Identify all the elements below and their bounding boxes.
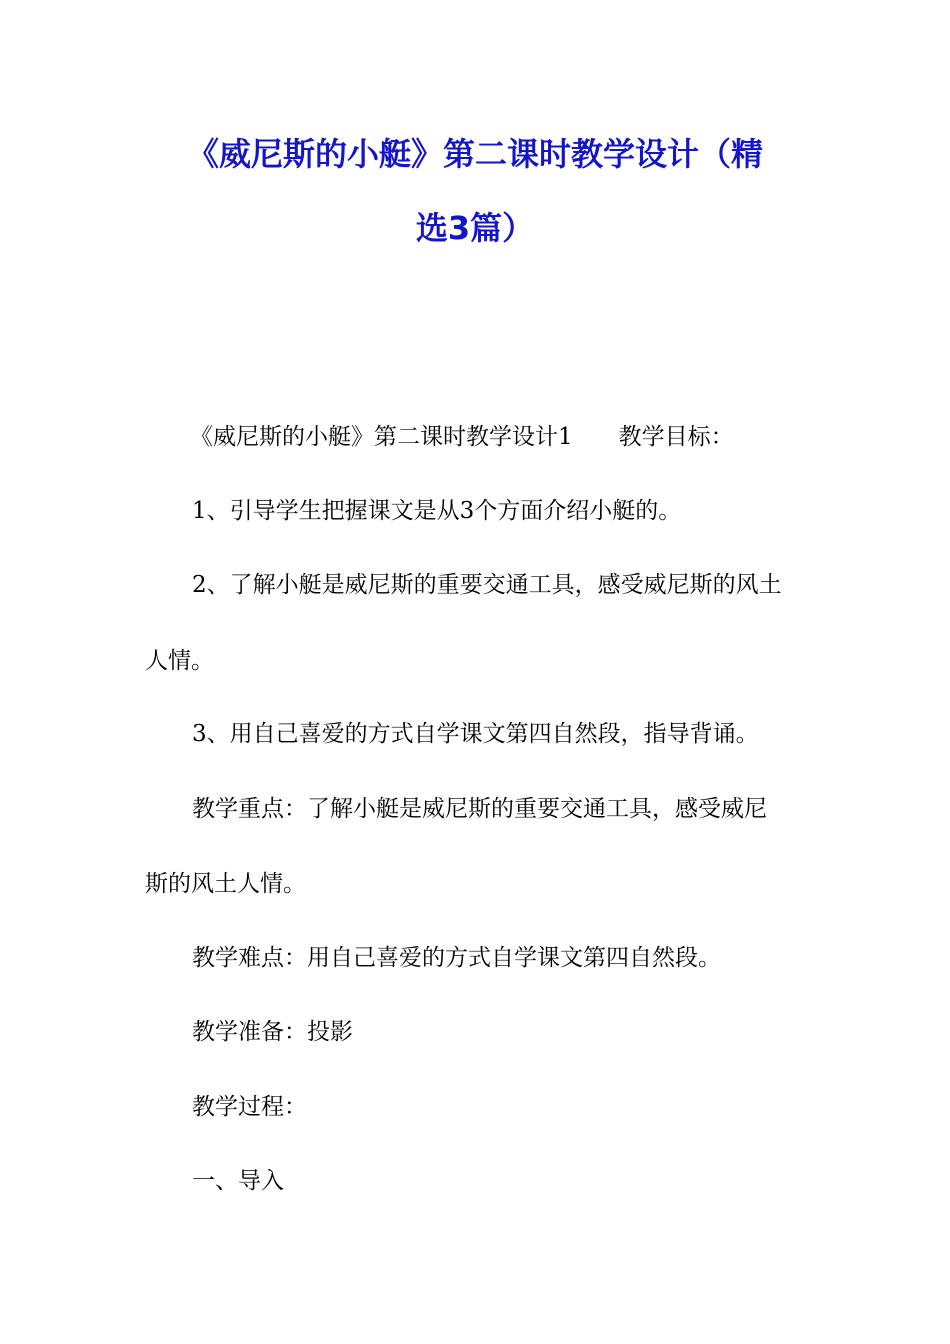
section-heading: 《威尼斯的小艇》第二课时教学设计1 教学目标：	[190, 424, 734, 450]
goal-2-line-2: 人情。	[145, 648, 214, 674]
document-title-line-2: 选3篇）	[415, 209, 535, 247]
teaching-focus-line-2: 斯的风土人情。	[145, 871, 306, 897]
document-title-line-1: 《威尼斯的小艇》第二课时教学设计（精	[186, 135, 763, 173]
teaching-focus-line-1: 教学重点：了解小艇是威尼斯的重要交通工具，感受威尼	[192, 796, 767, 822]
goal-1: 1、引导学生把握课文是从3个方面介绍小艇的。	[192, 498, 682, 524]
goal-3: 3、用自己喜爱的方式自学课文第四自然段，指导背诵。	[192, 721, 759, 747]
teaching-preparation: 教学准备：投影	[192, 1019, 353, 1045]
step-1-introduction: 一、导入	[192, 1168, 284, 1194]
goal-2-line-1: 2、了解小艇是威尼斯的重要交通工具，感受威尼斯的风土	[192, 572, 782, 598]
teaching-process-label: 教学过程：	[192, 1094, 307, 1120]
teaching-difficulty: 教学难点：用自己喜爱的方式自学课文第四自然段。	[192, 945, 721, 971]
